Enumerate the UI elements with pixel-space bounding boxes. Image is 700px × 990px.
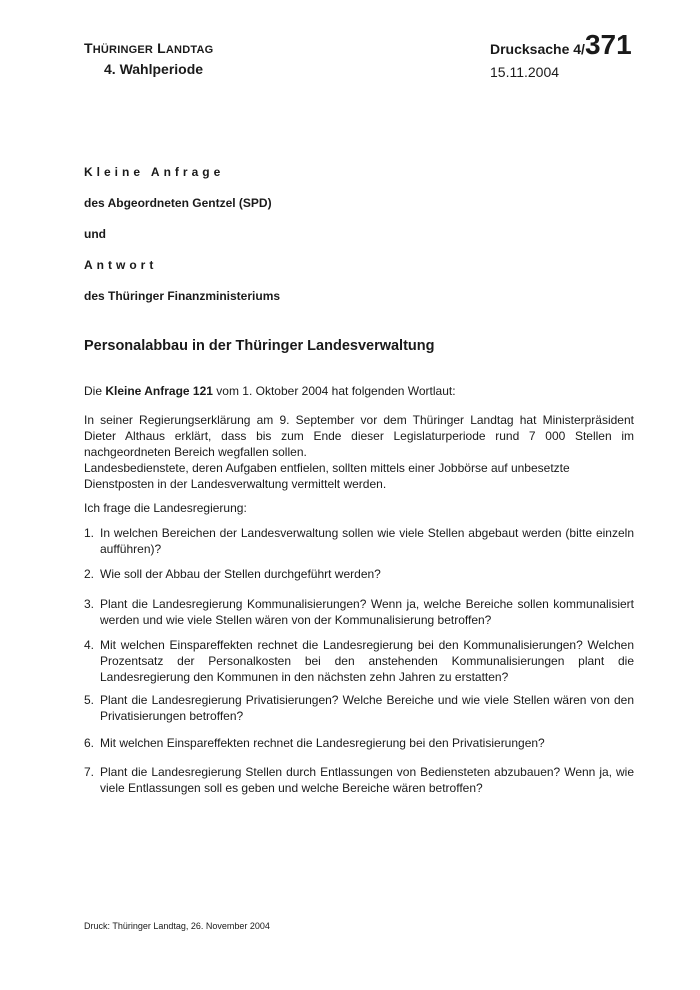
drucksache-label: Drucksache 4/ — [490, 41, 585, 57]
question-text: Plant die Landesregierung Stellen durch Entlassungen von Bediensteten abzubauen? Wenn ja, wie viele Entlassungen soll es geben und welche Bereiche wären betroffen? — [100, 765, 634, 795]
question-item — [84, 764, 634, 796]
question-item — [84, 735, 634, 751]
parliament-name-initial-2: L — [157, 40, 166, 56]
document-date: 15.11.2004 — [490, 64, 560, 80]
parliament-name — [84, 38, 213, 60]
print-footer: Druck: Thüringer Landtag, 26. November 2004 — [84, 921, 270, 931]
antwort-heading: Antwort — [84, 258, 158, 272]
parliament-name-rest-2: ANDTAG — [165, 44, 214, 56]
paragraph-landesbedienstete: Landesbedienstete, deren Aufgaben entfielen, sollten mittels einer Jobbörse auf unbesetzte Dienstposten in der Landesverwaltung vermittelt werden. — [84, 461, 570, 491]
intro-suffix: vom 1. Oktober 2004 hat folgenden Wortlaut: — [212, 384, 456, 398]
question-number: 7. — [84, 765, 95, 779]
parliament-name-rest-1: HÜRINGER — [92, 44, 154, 56]
paragraph-regierungserklaerung: In seiner Regierungserklärung am 9. September vor dem Thüringer Landtag hat Ministerpräsident Dieter Althaus erklärt, dass bis zum Ende dieser Legislaturperiode rund 7 000 Stellen im nachgeordneten Bereich wegfallen sollen. — [84, 413, 634, 459]
question-number: 5. — [84, 693, 95, 707]
kleine-anfrage-heading: Kleine Anfrage — [84, 165, 225, 179]
drucksache-number — [490, 30, 632, 64]
intro-anfrage-number: Kleine Anfrage 121 — [105, 384, 213, 398]
drucksache-value: 371 — [584, 29, 632, 60]
question-number: 2. — [84, 567, 95, 581]
topic-title: Personalabbau in der Thüringer Landesverwaltung — [84, 338, 435, 354]
question-item — [84, 596, 634, 628]
question-text: In welchen Bereichen der Landesverwaltung sollen wie viele Stellen abgebaut werden (bitte einzeln aufführen)? — [100, 526, 634, 556]
document-header-left — [84, 38, 213, 78]
question-item — [84, 525, 634, 557]
question-intro: Ich frage die Landesregierung: — [84, 501, 247, 515]
intro-sentence — [84, 383, 634, 399]
question-number: 4. — [84, 638, 95, 652]
question-number: 3. — [84, 597, 95, 611]
und-line: und — [84, 227, 106, 241]
legislative-period: 4. Wahlperiode — [104, 61, 204, 77]
question-item — [84, 637, 634, 685]
question-number: 1. — [84, 526, 95, 540]
question-number: 6. — [84, 736, 95, 750]
deputy-line: des Abgeordneten Gentzel (SPD) — [84, 196, 272, 210]
question-text: Mit welchen Einspareffekten rechnet die Landesregierung bei den Privatisierungen? — [100, 736, 545, 750]
question-text: Plant die Landesregierung Privatisierungen? Welche Bereiche und wie viele Stellen wären von den Privatisierungen betroffen? — [100, 693, 634, 723]
question-text: Wie soll der Abbau der Stellen durchgeführt werden? — [100, 567, 381, 581]
question-item — [84, 692, 634, 724]
document-header-right — [490, 30, 632, 80]
intro-prefix: Die — [84, 384, 106, 398]
question-text: Plant die Landesregierung Kommunalisierungen? Wenn ja, welche Bereiche sollen kommunalisiert werden und wie viele Stellen wären von der Kommunalisierung betroffen? — [100, 597, 634, 627]
parliament-name-initial-1: T — [84, 40, 93, 56]
ministry-line: des Thüringer Finanzministeriums — [84, 289, 281, 303]
question-text: Mit welchen Einspareffekten rechnet die Landesregierung bei den Kommunalisierungen? Welchen Prozentsatz der Personalkosten bei den anstehenden Kommunalisierungen plant die Landesregierung den Kommunen in den nächsten zehn Jahren zu erstatten? — [100, 638, 634, 684]
question-item — [84, 566, 634, 582]
